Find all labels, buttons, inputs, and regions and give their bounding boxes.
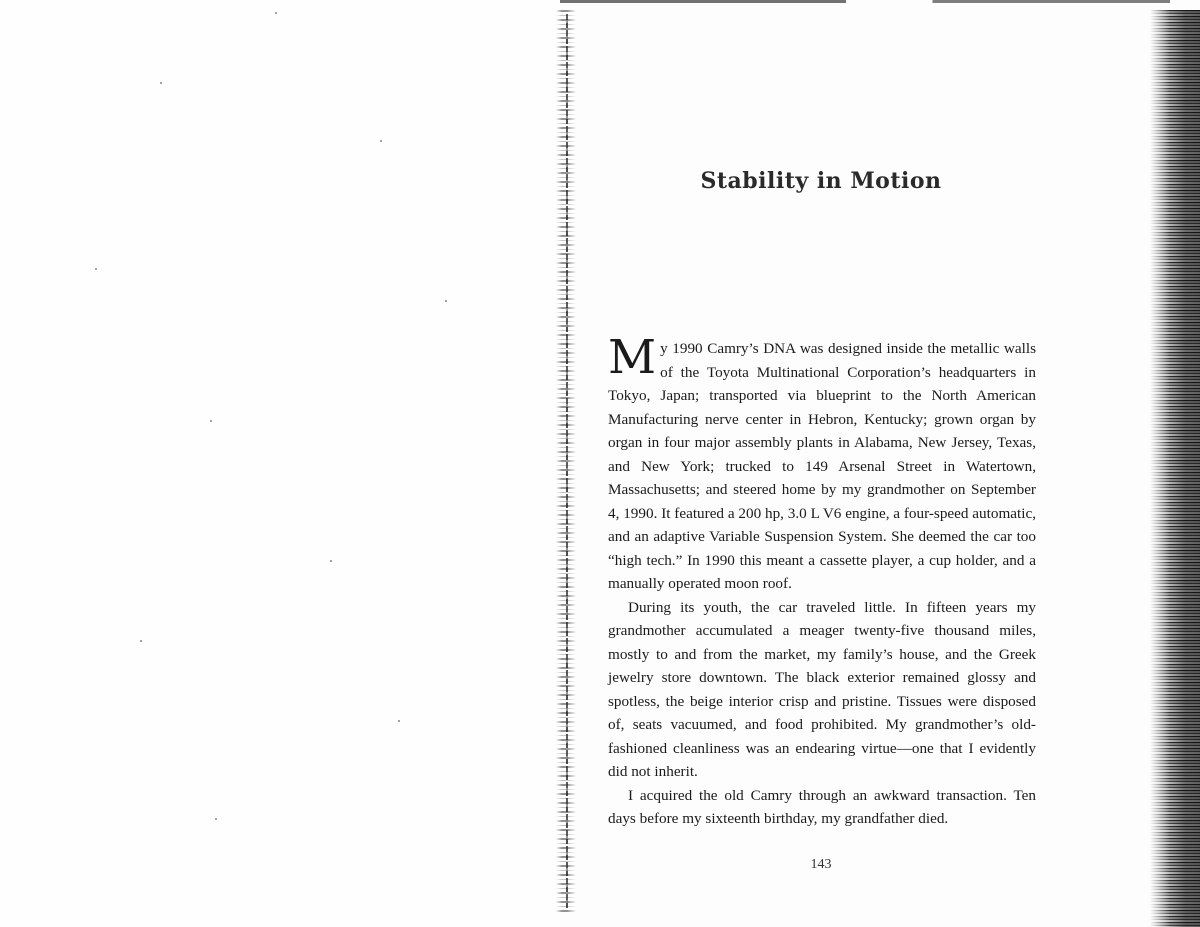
drop-cap: M <box>608 330 657 385</box>
right-page <box>596 0 1046 927</box>
dust-speck <box>275 12 277 14</box>
page-stack-edge-fade <box>1150 10 1170 927</box>
paragraph-1 <box>608 330 1036 596</box>
dust-speck <box>95 268 97 270</box>
dust-speck <box>210 420 212 422</box>
book-gutter-line <box>566 14 568 910</box>
dust-speck <box>445 300 447 302</box>
page-number: 143 <box>810 857 832 872</box>
paragraph-3: I acquired the old Camry through an awkward transaction. Ten days before my sixteenth birthday, my grandfather died. <box>608 786 1036 827</box>
dust-speck <box>140 640 142 642</box>
chapter-body <box>608 330 1036 831</box>
dust-speck <box>398 720 400 722</box>
dust-speck <box>160 82 162 84</box>
paragraph-1-text: y 1990 Camry’s DNA was designed inside the metallic walls of the Toyota Multinational Corporation’s headquarters in Tokyo, Japan; transported via blueprint to the North American Manufacturing nerve center in Hebron, Kentucky; grown organ by organ in four major assembly plants in Alabama, New Jersey, Texas, and New York; trucked to 149 Arsenal Street in Watertown, Massachusetts; and steered home by my grandmother on September 4, 1990. It featured a 200 hp, 3.0 L V6 engine, a four-speed automatic, and an adaptive Variable Suspension System. She deemed the car too “high tech.” In 1990 this meant a cassette player, a cup holder, and a manually operated moon roof. <box>608 340 1036 592</box>
paragraph-2: During its youth, the car traveled little. In fifteen years my grandmother accumulated a meager twenty-five thousand miles, mostly to and from the market, my family’s house, and the Greek jewelry store downtown. The black exterior remained glossy and spotless, the beige interior crisp and pristine. Tissues were disposed of, seats vacuumed, and food prohibited. My grandmother’s old-fashioned cleanliness was an endearing virtue—one that I evidently did not inherit. <box>608 598 1036 780</box>
dust-speck <box>380 140 382 142</box>
left-page-blank <box>0 0 560 927</box>
chapter-title: Stability in Motion <box>700 168 942 194</box>
dust-speck <box>330 560 332 562</box>
dust-speck <box>215 818 217 820</box>
